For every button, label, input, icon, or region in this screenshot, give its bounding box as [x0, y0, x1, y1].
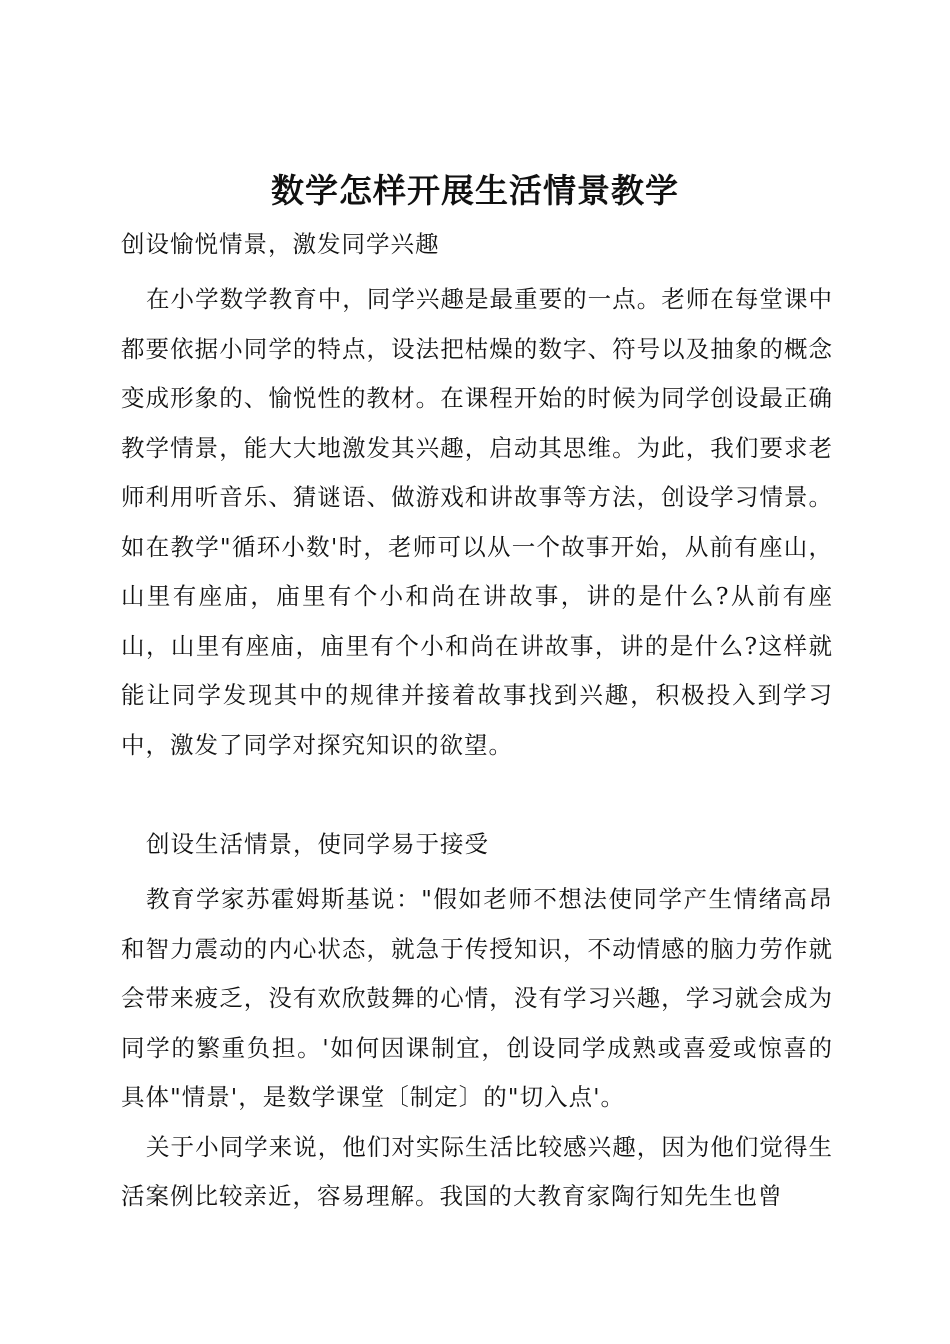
section-life-scenario	[121, 826, 833, 1222]
section-paragraph: 在小学数学教育中，同学兴趣是最重要的一点。老师在每堂课中都要依据小同学的特点，设法把枯燥的数字、符号以及抽象的概念变成形象的、愉悦性的教材。在课程开始的时候为同学创设最正确教学情景，能大大地激发其兴趣，启动其思维。为此，我们要求老师利用听音乐、猜谜语、做游戏和讲故事等方法，创设学习情景。如在教学"循环小数'时，老师可以从一个故事开始，从前有座山，山里有座庙，庙里有个小和尚在讲故事，讲的是什么?从前有座山，山里有座庙，庙里有个小和尚在讲故事，讲的是什么?这样就能让同学发现其中的规律并接着故事找到兴趣，积极投入到学习中，激发了同学对探究知识的欲望。	[121, 285, 833, 759]
document-title: 数学怎样开展生活情景教学	[271, 171, 679, 211]
section-pleasant-scenario	[121, 226, 833, 770]
section-heading: 创设愉悦情景，激发同学兴趣	[121, 230, 440, 258]
section-paragraph: 教育学家苏霍姆斯基说："假如老师不想法使同学产生情绪高昂和智力震动的内心状态，就急于传授知识，不动情感的脑力劳作就会带来疲乏，没有欢欣鼓舞的心情，没有学习兴趣，学习就会成为同学的繁重负担。'如何因课制宜，创设同学成熟或喜爱或惊喜的具体"情景'，是数学课堂〔制定〕的"切入点'。	[121, 885, 833, 1111]
section-heading: 创设生活情景，使同学易于接受	[146, 830, 489, 858]
section-paragraph: 关于小同学来说，他们对实际生活比较感兴趣，因为他们觉得生活案例比较亲近，容易理解。我国的大教育家陶行知先生也曾	[121, 1132, 833, 1210]
